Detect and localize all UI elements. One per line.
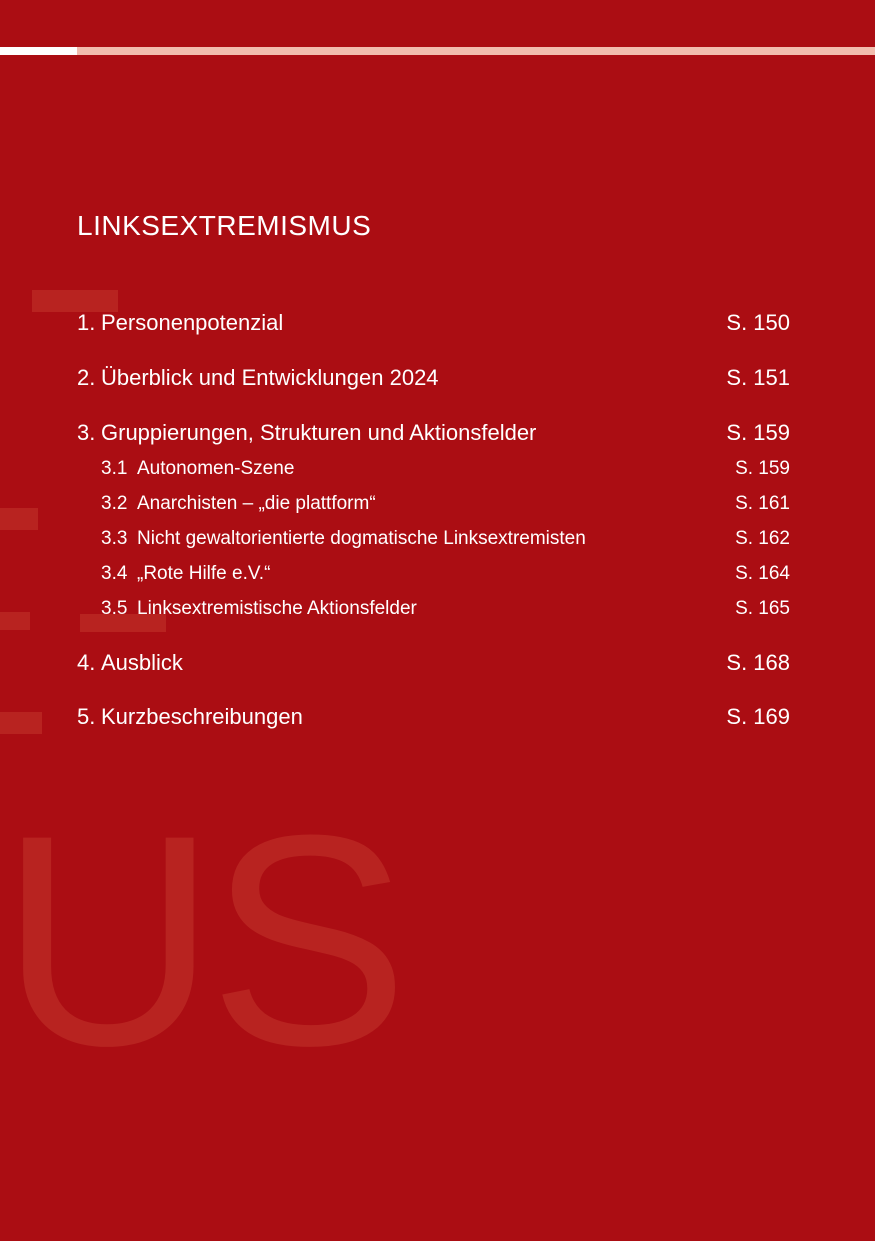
toc-page: S. 165 [735,598,790,619]
toc-label: Anarchisten – „die plattform“ [137,493,376,514]
toc-item-5[interactable] [77,702,790,732]
toc-label: Linksextremistische Aktionsfelder [137,598,417,619]
toc-item-3-2[interactable] [77,489,790,519]
toc-label: Nicht gewaltorientierte dogmatische Linksextremisten [137,528,586,549]
toc-page: S. 168 [726,650,790,675]
toc-item-3-3[interactable] [77,524,790,554]
toc-page: S. 159 [735,458,790,479]
toc-label: Kurzbeschreibungen [101,704,303,729]
toc-label: Autonomen-Szene [137,458,295,479]
toc-page: S. 150 [726,310,790,335]
decorative-shape [0,508,38,530]
toc-label: Gruppierungen, Strukturen und Aktionsfelder [101,420,537,445]
toc-page: S. 161 [735,493,790,514]
decorative-letters: US [0,772,401,1108]
toc-item-3-4[interactable] [77,559,790,589]
section-title: LINKSEXTREMISMUS [77,210,372,241]
toc-item-2[interactable] [77,363,790,393]
toc-number: 3.1 [101,458,128,479]
toc-number: 4. [77,650,96,675]
toc-number: 3.4 [101,563,128,584]
toc-page: S. 159 [726,420,790,445]
toc-number: 3.5 [101,598,128,619]
toc-page: S. 162 [735,528,790,549]
decorative-shape [0,712,42,734]
toc-label: Personenpotenzial [101,310,284,335]
toc-number: 2. [77,365,96,390]
top-bar-accent [0,47,77,55]
toc-item-3-5[interactable] [77,594,790,624]
toc-item-1[interactable] [77,308,790,338]
toc-number: 3. [77,420,96,445]
toc-label: „Rote Hilfe e.V.“ [137,563,271,584]
toc-item-3[interactable] [77,418,790,448]
toc-label: Überblick und Entwicklungen 2024 [101,365,439,390]
toc-label: Ausblick [101,650,183,675]
toc-item-4[interactable] [77,648,790,678]
toc-number: 1. [77,310,96,335]
top-bar [77,47,875,55]
toc-page: S. 169 [726,704,790,729]
decorative-shape [0,612,30,630]
toc-item-3-1[interactable] [77,454,790,484]
toc-number: 3.3 [101,528,128,549]
toc-number: 5. [77,704,96,729]
toc-page: S. 164 [735,563,790,584]
toc-page: S. 151 [726,365,790,390]
toc-number: 3.2 [101,493,128,514]
